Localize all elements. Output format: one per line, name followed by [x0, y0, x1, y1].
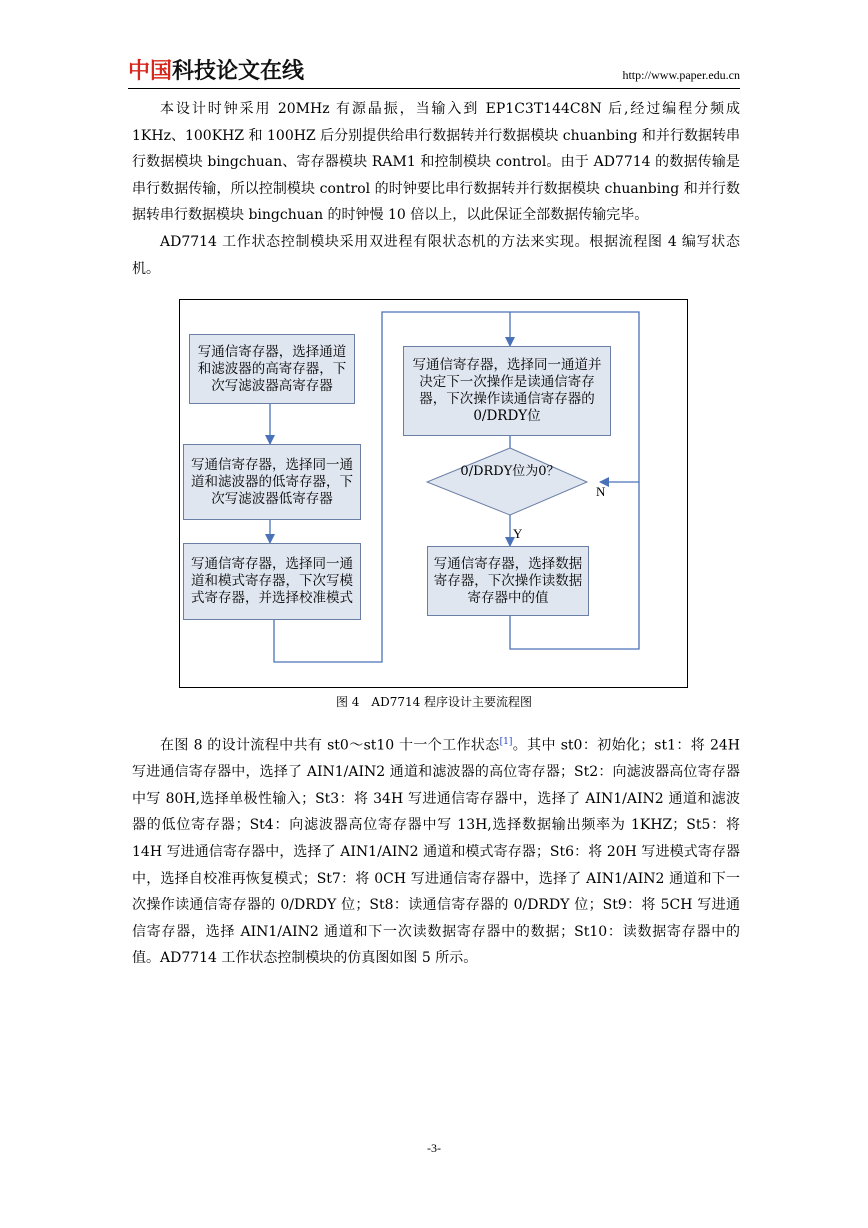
- logo-red-text: 中国: [128, 59, 173, 84]
- journal-logo: [128, 58, 304, 86]
- paragraph-state-list: [132, 729, 740, 972]
- label-no: N: [596, 484, 606, 499]
- figure-caption: 图 4 AD7714 程序设计主要流程图: [335, 695, 533, 709]
- paragraph-state-machine: AD7714 工作状态控制模块采用双进程有限状态机的方法来实现。根据流程图 4 编写状态机。: [132, 234, 740, 277]
- state-list-intro: 在图 8 的设计流程中共有 st0～st10 十一个工作状态: [160, 737, 500, 754]
- page-header: [128, 58, 740, 88]
- flow-box-3: 写通信寄存器，选择同一通道和模式寄存器，下次写模式寄存器，并选择校准模式: [183, 543, 361, 620]
- logo-dark-text: 科技论文在线: [172, 59, 305, 84]
- decision-label: 0/DRDY位为0？: [460, 464, 560, 479]
- state-list-body: 。其中 st0：初始化；st1：将 24H 写进通信寄存器中，选择了 AIN1/AIN2 通道和滤波器的高位寄存器；St2：向滤波器高位寄存器中写 80H,选择单极性输入；St3：将 34H 写进通信寄存器中，选择了 AIN1/AIN2 通道和滤波器的低位寄存器；St4：向滤波器高位寄存器中写 13H,选择数据输出频率为 1KHZ；St5：将 14H 写进通信寄存器中，选择了 AIN1/AIN2 通道和模式寄存器；St6：将 20H 写进模式寄存器中，选择自校准再恢复模式；St7：将 0CH 写进通信寄存器中，选择了 AIN1/AIN2 通道和下一次操作读通信寄存器的 0/DRDY 位；St8：读通信寄存器的 0/DRDY 位；St9：将 5CH 写进通信寄存器，选择 AIN1/AIN2 通道和下一次读数据寄存器中的数据；St10：读数据寄存器中的值。AD7714 工作状态控制模块的仿真图如图 5 所示。: [132, 737, 740, 967]
- label-yes: Y: [513, 526, 523, 541]
- flowchart-figure: [179, 299, 688, 688]
- flow-box-4: 写通信寄存器，选择同一通道并决定下一次操作是读通信寄存器，下次操作读通信寄存器的0/DRDY位: [403, 346, 611, 436]
- header-url[interactable]: http://www.paper.edu.cn: [622, 68, 740, 82]
- header-divider: [128, 88, 740, 89]
- paragraph-clock-design: 本设计时钟采用 20MHz 有源晶振，当输入到 EP1C3T144C8N 后,经过编程分频成 1KHz、100KHZ 和 100HZ 后分别提供给串行数据转并行数据模块 chuanbing 和并行数据转串行数据模块 bingchuan、寄存器模块 RAM1 和控制模块 control。由于 AD7714 的数据传输是串行数据传输，所以控制模块 control 的时钟要比串行数据转并行数据模块 chuanbing 和并行数据转串行数据模块 bingchuan 的时钟慢 10 倍以上，以此保证全部数据传输完毕。: [132, 101, 740, 224]
- flow-box-5: 写通信寄存器，选择数据寄存器，下次操作读数据寄存器中的值: [427, 546, 589, 616]
- decision-diamond: [427, 448, 587, 515]
- flow-box-2: 写通信寄存器，选择同一通道和滤波器的低寄存器，下次写滤波器低寄存器: [183, 444, 361, 520]
- citation-link[interactable]: [1]: [499, 737, 513, 747]
- flow-box-1: 写通信寄存器，选择通道和滤波器的高寄存器，下次写滤波器高寄存器: [189, 334, 355, 404]
- page-number: -3-: [427, 1141, 441, 1155]
